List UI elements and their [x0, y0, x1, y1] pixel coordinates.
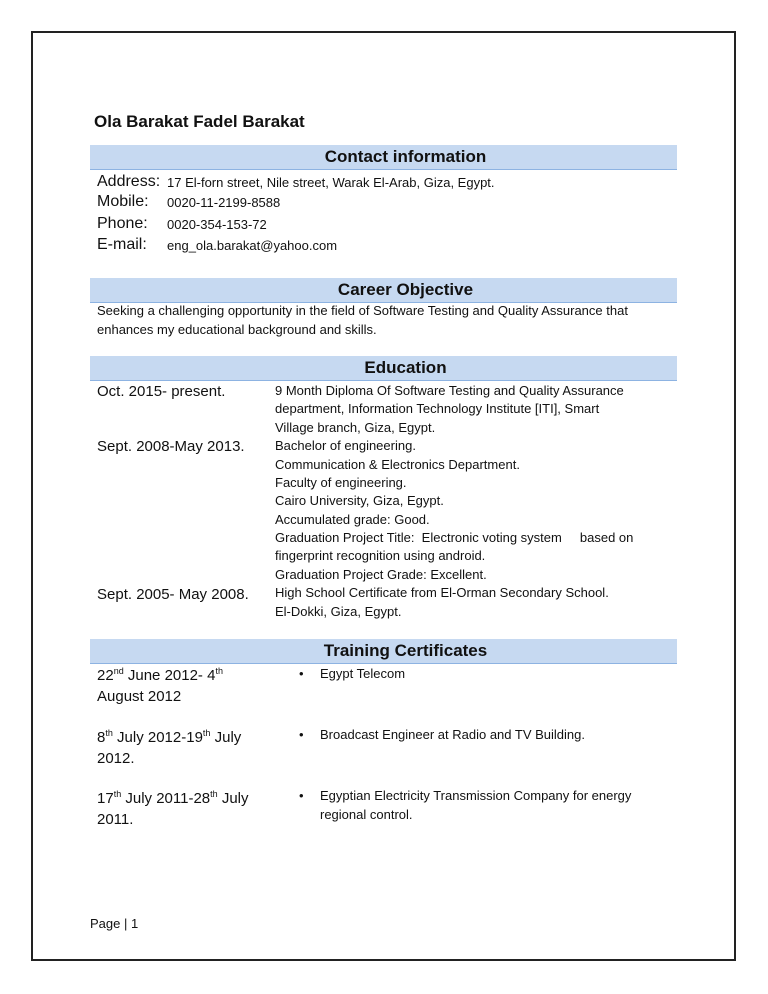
training-item: regional control. [320, 807, 413, 822]
training-item: Broadcast Engineer at Radio and TV Building. [320, 727, 585, 742]
education-detail: Communication & Electronics Department. [275, 457, 520, 472]
mobile-value: 0020-11-2199-8588 [167, 195, 281, 210]
education-detail: El-Dokki, Giza, Egypt. [275, 604, 402, 619]
education-date: Oct. 2015- present. [97, 383, 226, 400]
career-section-header: Career Objective [90, 278, 677, 303]
education-date: Sept. 2005- May 2008. [97, 586, 249, 603]
education-date: Sept. 2008-May 2013. [97, 438, 245, 455]
training-date: 8th July 2012-19th July 2012. [97, 728, 242, 767]
applicant-name: Ola Barakat Fadel Barakat [94, 112, 305, 131]
training-section-header: Training Certificates [90, 639, 677, 664]
education-detail: Graduation Project Title: Electronic voting system based on [275, 530, 634, 545]
address-value: 17 El-forn street, Nile street, Warak El-Arab, Giza, Egypt. [167, 175, 495, 190]
education-detail: Graduation Project Grade: Excellent. [275, 567, 487, 582]
page-footer: Page | 1 [90, 916, 139, 931]
education-detail: High School Certificate from El-Orman Secondary School. [275, 585, 609, 600]
career-objective-line: Seeking a challenging opportunity in the field of Software Testing and Quality Assurance that [97, 303, 628, 318]
education-detail: Accumulated grade: Good. [275, 512, 430, 527]
education-detail: fingerprint recognition using android. [275, 548, 486, 563]
email-value[interactable]: eng_ola.barakat@yahoo.com [167, 238, 338, 253]
education-detail: 9 Month Diploma Of Software Testing and Quality Assurance [275, 383, 624, 398]
phone-value: 0020-354-153-72 [167, 217, 267, 232]
bullet-icon: • [299, 666, 304, 681]
education-detail: Bachelor of engineering. [275, 438, 416, 453]
bullet-icon: • [299, 788, 304, 803]
education-detail: department, Information Technology Institute [ITI], Smart [275, 401, 600, 416]
education-section-header: Education [90, 356, 677, 381]
education-detail: Faculty of engineering. [275, 475, 407, 490]
email-label: E-mail: [97, 236, 147, 253]
training-item: Egyptian Electricity Transmission Company for energy [320, 788, 632, 803]
bullet-icon: • [299, 727, 304, 742]
address-label: Address: [97, 173, 161, 190]
education-detail: Cairo University, Giza, Egypt. [275, 493, 444, 508]
education-detail: Village branch, Giza, Egypt. [275, 420, 436, 435]
training-item: Egypt Telecom [320, 666, 406, 681]
phone-label: Phone: [97, 215, 148, 232]
training-date: 17th July 2011-28th July 2011. [97, 789, 249, 828]
mobile-label: Mobile: [97, 193, 149, 210]
training-date: 22nd June 2012- 4th August 2012 [97, 666, 223, 705]
contact-section-header: Contact information [90, 145, 677, 170]
career-objective-line: enhances my educational background and skills. [97, 322, 377, 337]
